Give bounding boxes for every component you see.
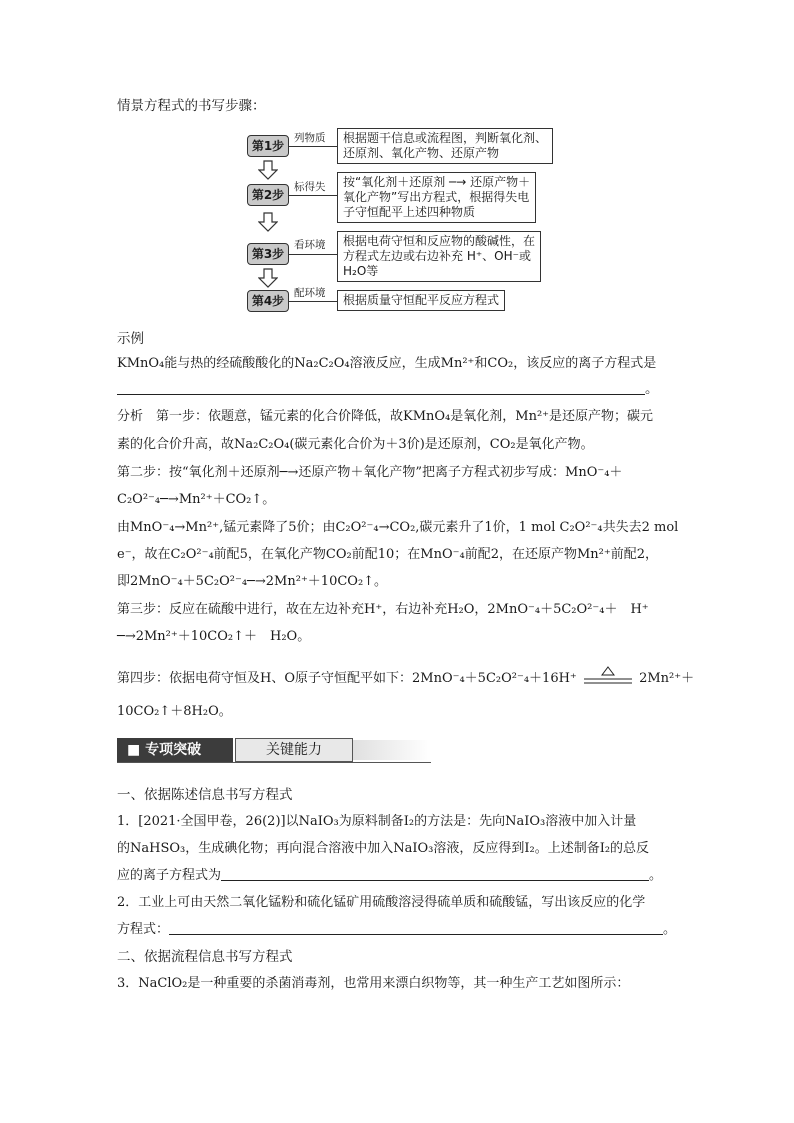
section-2-heading: 二、依据流程信息书写方程式 xyxy=(117,949,293,965)
step-3-line-1: 根据电荷守恒和反应物的酸碱性，在 xyxy=(343,234,536,248)
heat-equal-icon xyxy=(581,666,635,688)
analysis-line-6: e⁻，故在C₂O²⁻₄前配5，在氧化产物CO₂前配10；在MnO⁻₄前配2，在还原产物Mn²⁺前配2， xyxy=(117,547,658,562)
example-heading: 示例 xyxy=(117,331,144,347)
analysis-line-2: 素的化合价升高，故Na₂C₂O₄(碳元素化合价为＋3价)是还原剂，CO₂是氧化产物。 xyxy=(117,437,594,452)
analysis-line-3: 第二步：按“氧化剂＋还原剂─→还原产物＋氧化产物”把离子方程式初步写成：MnO⁻₄＋ xyxy=(117,465,623,480)
q2-line-2-text: 方程式： xyxy=(117,922,170,937)
answer-blank[interactable] xyxy=(117,380,645,395)
analysis-line-11: 10CO₂↑＋8H₂O。 xyxy=(117,704,232,719)
q3-line-1: 3．NaClO₂是一种重要的杀菌消毒剂，也常用来漂白织物等，其一种生产工艺如图所示： xyxy=(117,976,630,991)
section-banner xyxy=(117,738,431,762)
banner-sub: 关键能力 xyxy=(235,738,353,762)
step-2-line-2: 氧化产物”写出方程式，根据得失电 xyxy=(343,190,530,204)
answer-blank[interactable] xyxy=(221,866,649,881)
analysis-line-8: 第三步：反应在硫酸中进行，故在左边补充H⁺，右边补充H₂O，2MnO⁻₄＋5C₂O²⁻₄＋ H⁺ xyxy=(117,602,649,617)
down-arrow-icon xyxy=(258,268,278,288)
step-2-tag: 标得失 xyxy=(294,181,326,193)
step-1-tag: 列物质 xyxy=(294,132,326,144)
step-1-connector xyxy=(289,146,337,147)
analysis-line-10-left: 第四步：依据电荷守恒及H、O原子守恒配平如下：2MnO⁻₄＋5C₂O²⁻₄＋16H⁺ xyxy=(117,671,577,686)
example-answer-line xyxy=(117,380,659,398)
analysis-line-10-right: 2Mn²⁺＋ xyxy=(639,671,695,686)
step-4-tag: 配环境 xyxy=(294,287,326,299)
step-3-connector xyxy=(289,254,337,255)
analysis-line-1: 分析 第一步：依题意，锰元素的化合价降低，故KMnO₄是氧化剂，Mn²⁺是还原产物；碳元 xyxy=(117,409,654,424)
step-1-box xyxy=(337,128,553,164)
period: 。 xyxy=(649,868,663,883)
answer-blank[interactable] xyxy=(169,920,663,935)
step-1-line-1: 根据题干信息或流程图，判断氧化剂、 xyxy=(343,131,548,145)
banner-fade xyxy=(353,740,431,760)
period: 。 xyxy=(663,922,677,937)
q1-line-3 xyxy=(117,866,662,885)
step-2-line-1: 按“氧化剂＋还原剂 ─→ 还原产物＋ xyxy=(343,175,531,189)
step-4-line-1: 根据质量守恒配平反应方程式 xyxy=(343,293,500,307)
banner-underline xyxy=(117,762,431,763)
step-2-label: 第2步 xyxy=(247,184,289,206)
step-4-box xyxy=(337,290,505,311)
q1-line-3-text: 应的离子方程式为 xyxy=(117,868,222,883)
down-arrow-icon xyxy=(258,212,278,232)
step-2-line-3: 子守恒配平上述四种物质 xyxy=(343,205,476,219)
q2-line-2 xyxy=(117,920,676,939)
section-1-heading: 一、依据陈述信息书写方程式 xyxy=(117,787,293,803)
step-1-label: 第1步 xyxy=(247,135,289,157)
period: 。 xyxy=(645,381,659,397)
step-4-label: 第4步 xyxy=(247,290,289,312)
down-arrow-icon xyxy=(258,160,278,180)
analysis-line-7: 即2MnO⁻₄＋5C₂O²⁻₄─→2Mn²⁺＋10CO₂↑。 xyxy=(117,574,388,589)
analysis-line-9: ─→2Mn²⁺＋10CO₂↑＋ H₂O。 xyxy=(117,629,311,644)
q2-line-1: 2．工业上可由天然二氧化锰粉和硫化锰矿用硫酸溶浸得硫单质和硫酸锰，写出该反应的化学 xyxy=(117,895,646,910)
step-3-tag: 看环境 xyxy=(294,239,326,251)
step-1-line-2: 还原剂、氧化产物、还原产物 xyxy=(343,146,500,160)
step-3-line-3: H₂O等 xyxy=(343,264,379,278)
example-question: KMnO₄能与热的经硫酸酸化的Na₂C₂O₄溶液反应，生成Mn²⁺和CO₂，该反应的离子方程式是 xyxy=(117,356,657,371)
step-3-box xyxy=(337,231,541,282)
analysis-line-4: C₂O²⁻₄─→Mn²⁺＋CO₂↑。 xyxy=(117,492,276,507)
step-3-line-2: 方程式左边或右边补充 H⁺、OH⁻或 xyxy=(343,249,531,263)
step-2-box xyxy=(337,172,536,223)
banner-main: ■ 专项突破 xyxy=(117,738,233,762)
analysis-line-5: 由MnO⁻₄→Mn²⁺,锰元素降了5价；由C₂O²⁻₄→CO₂,碳元素升了1价，1 mol C₂O²⁻₄共失去2 mol xyxy=(117,520,679,535)
q1-line-1: 1．[2021·全国甲卷，26(2)]以NaIO₃为原料制备I₂的方法是：先向NaIO₃溶液中加入计量 xyxy=(117,814,637,829)
intro-title: 情景方程式的书写步骤： xyxy=(117,98,266,114)
step-3-label: 第3步 xyxy=(247,243,289,265)
step-2-connector xyxy=(289,195,337,196)
q1-line-2: 的NaHSO₃，生成碘化物；再向混合溶液中加入NaIO₃溶液，反应得到I₂。上述制备I₂的总反 xyxy=(117,841,650,856)
analysis-line-10 xyxy=(117,666,694,688)
step-4-connector xyxy=(289,301,337,302)
